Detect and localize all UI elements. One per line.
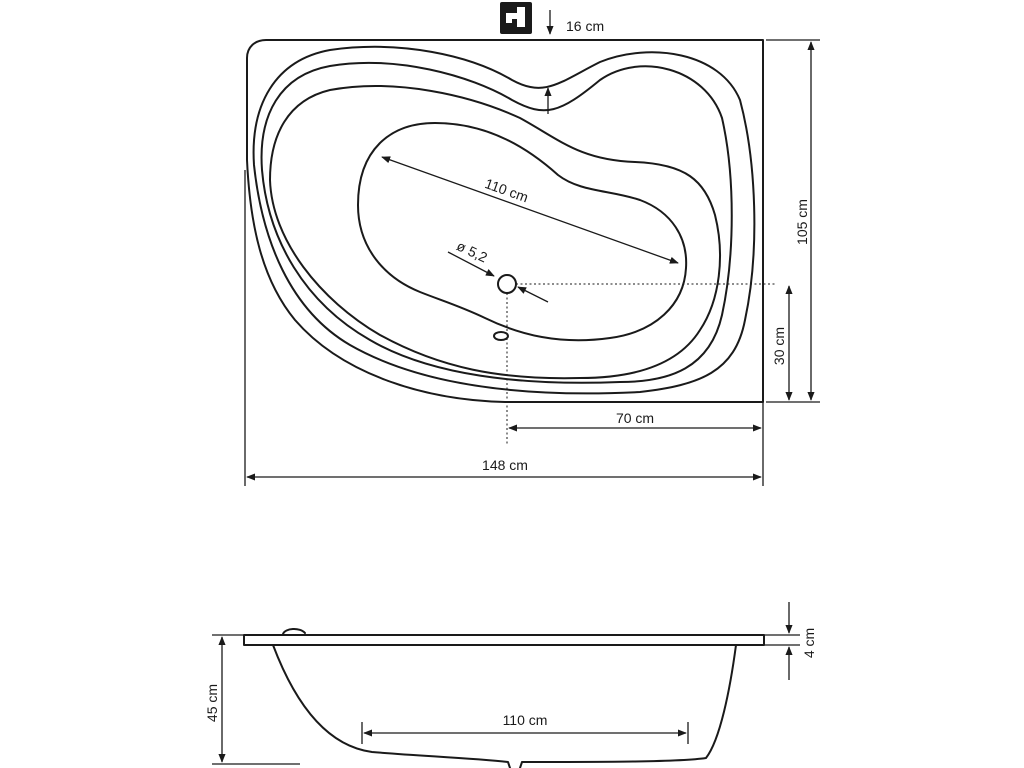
side-tub-body <box>273 645 736 768</box>
side-rim <box>244 635 764 645</box>
drain-diameter-arrow-right <box>518 287 548 302</box>
faucet-offset-label: 16 cm <box>566 18 605 34</box>
basin-length-label: 110 cm <box>482 175 531 206</box>
top-view <box>245 2 820 486</box>
faucet-icon <box>500 2 532 34</box>
side-basin-length-label: 110 cm <box>502 712 548 728</box>
rim-label: 4 cm <box>801 627 817 659</box>
tub-rim-outer <box>254 47 755 394</box>
height-label: 45 cm <box>204 683 220 723</box>
length-label: 148 cm <box>482 457 528 473</box>
width-label: 105 cm <box>794 199 810 245</box>
basin-length-dimension-line <box>382 157 678 266</box>
drain-offset-x-label: 70 cm <box>615 410 655 426</box>
side-view <box>204 602 817 768</box>
overflow-icon <box>494 332 508 340</box>
drain-offset-y-label: 30 cm <box>771 326 787 366</box>
drain-icon <box>498 275 516 293</box>
side-headrest <box>283 629 305 634</box>
drain-diameter-label: ø 5,2 <box>454 237 490 266</box>
tub-basin <box>358 123 686 340</box>
tub-rim-inner <box>262 63 732 383</box>
